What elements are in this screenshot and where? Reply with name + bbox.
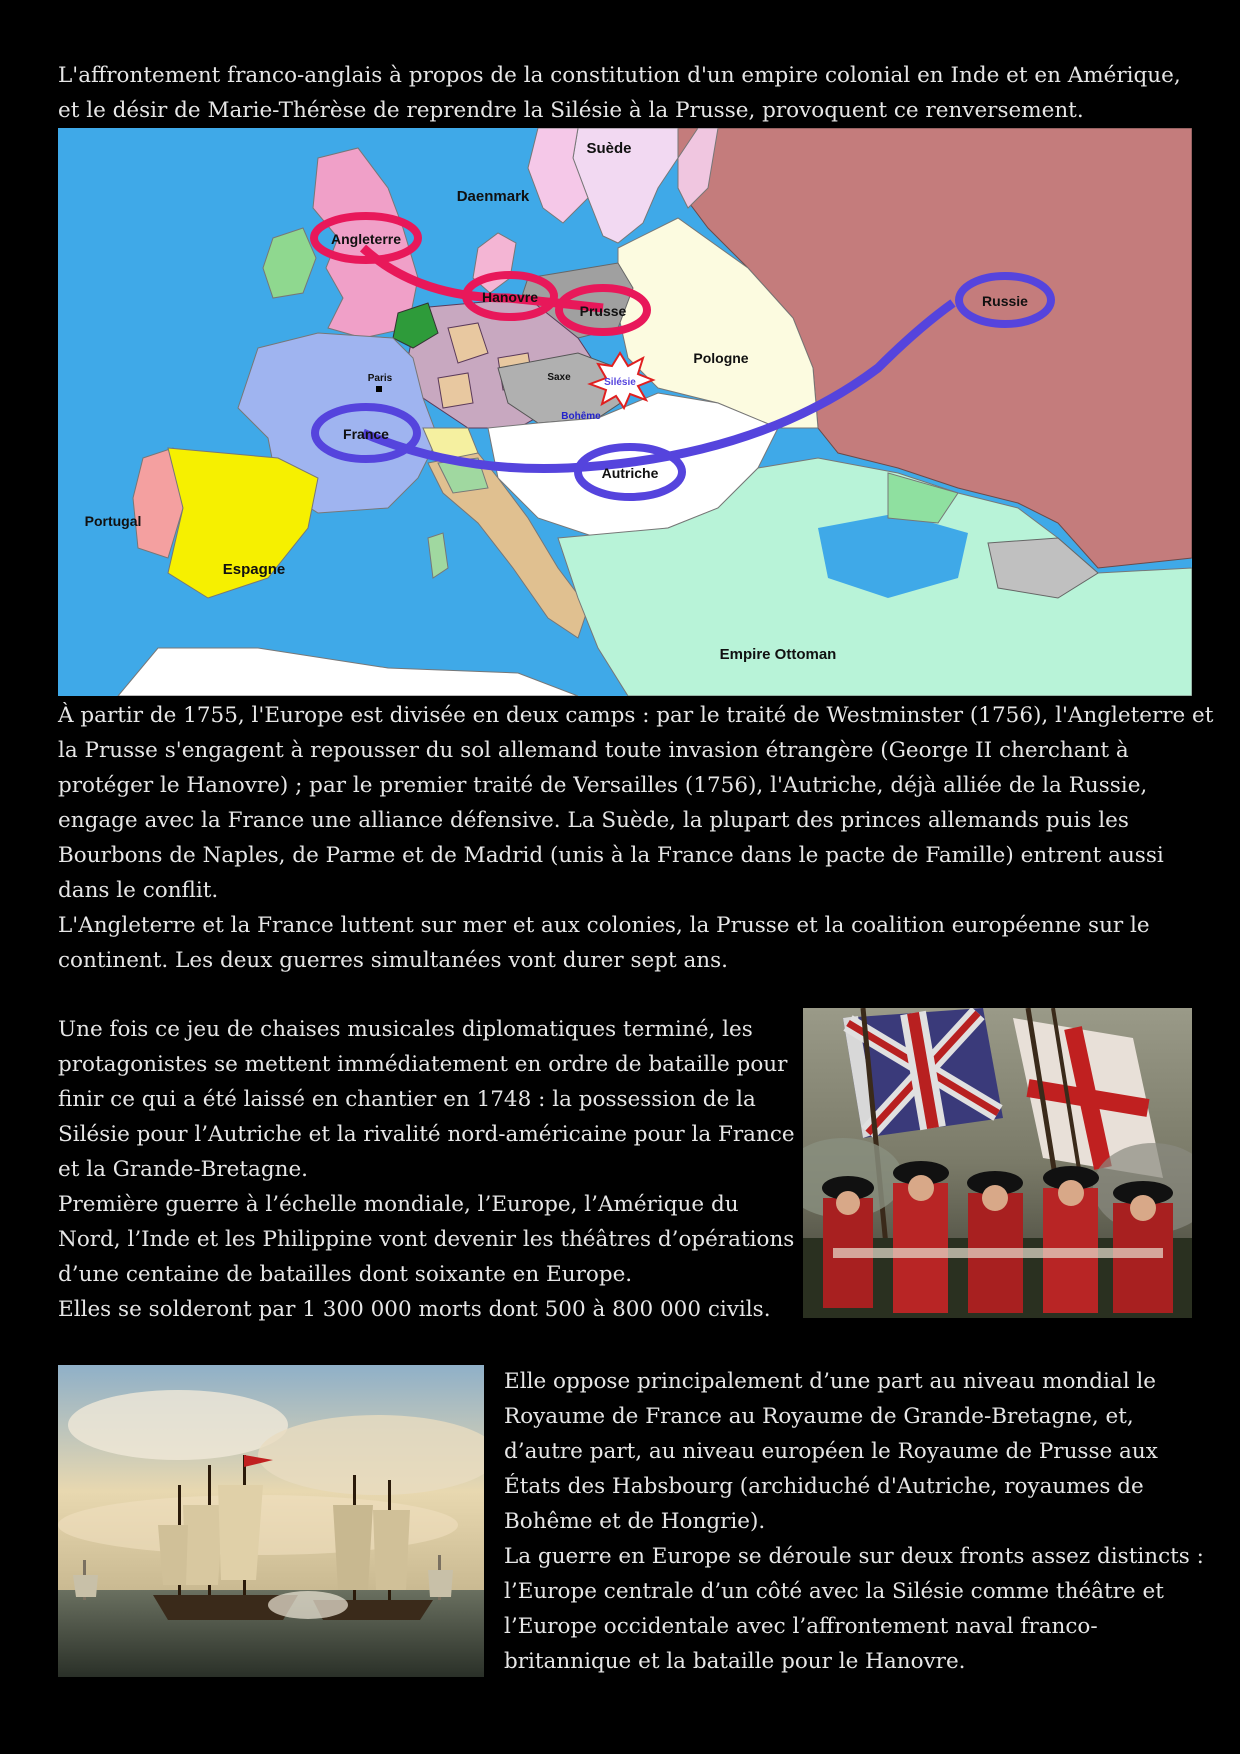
section2-line: Première guerre à l’échelle mondiale, l’Europe, l’Amérique du xyxy=(58,1192,739,1217)
map-label-espagne: Espagne xyxy=(222,561,286,578)
map-label-ottoman: Empire Ottoman xyxy=(719,646,837,663)
map-label-autriche: Autriche xyxy=(601,465,659,481)
map-label-danemark: Daenmark xyxy=(456,188,530,205)
section3-line: d’autre part, au niveau européen le Royaume de Prusse aux xyxy=(504,1439,1158,1464)
map-label-suede: Suède xyxy=(586,140,632,157)
section3-line: britannique et la bataille pour le Hanovre. xyxy=(504,1649,966,1674)
soldiers-painting xyxy=(803,1008,1192,1318)
main-paragraph xyxy=(58,698,1213,978)
main-line: la Prusse s'engagent à repousser du sol allemand toute invasion étrangère (George II cherchant à xyxy=(58,738,1129,763)
section3-line: Elle oppose principalement d’une part au niveau mondial le xyxy=(504,1369,1157,1394)
section3-line: États des Habsbourg (archiduché d'Autriche, royaumes de xyxy=(504,1474,1144,1499)
section2-line: d’une centaine de batailles dont soixante en Europe. xyxy=(58,1262,633,1287)
section3-paragraph xyxy=(504,1364,1204,1679)
intro-line: L'affrontement franco-anglais à propos de la constitution d'un empire colonial en Inde et en Amérique, xyxy=(58,63,1181,88)
section2-line: et la Grande-Bretagne. xyxy=(58,1157,309,1182)
map-label-paris: Paris xyxy=(367,373,393,384)
main-line: Bourbons de Naples, de Parme et de Madrid (unis à la France dans le pacte de Famille) entrent aussi xyxy=(58,843,1164,868)
map-label-hanovre: Hanovre xyxy=(481,289,539,305)
main-line: continent. Les deux guerres simultanées vont durer sept ans. xyxy=(58,948,729,973)
section2-line: Silésie pour l’Autriche et la rivalité nord-américaine pour la France xyxy=(58,1122,795,1147)
map-label-russie: Russie xyxy=(982,293,1028,309)
section2-line: finir ce qui a été laissé en chantier en 1748 : la possession de la xyxy=(58,1087,756,1112)
main-line: protéger le Hanovre) ; par le premier traité de Versailles (1756), l'Autriche, déjà alliée de la Russie, xyxy=(58,773,1148,798)
main-line: À partir de 1755, l'Europe est divisée en deux camps : par le traité de Westminster (1756), l'Angleterre et xyxy=(58,703,1214,728)
section2-line: Une fois ce jeu de chaises musicales diplomatiques terminé, les xyxy=(58,1017,753,1042)
paris-marker xyxy=(376,386,382,392)
main-line: L'Angleterre et la France luttent sur mer et aux colonies, la Prusse et la coalition européenne sur le xyxy=(58,913,1150,938)
section2-line: Nord, l’Inde et les Philippine vont devenir les théâtres d’opérations xyxy=(58,1227,795,1252)
section3-line: l’Europe occidentale avec l’affrontement naval franco- xyxy=(504,1614,1098,1639)
map-label-france: France xyxy=(343,426,389,442)
section3-line: La guerre en Europe se déroule sur deux fronts assez distincts : xyxy=(504,1544,1204,1569)
section3-line: Bohême et de Hongrie). xyxy=(504,1509,766,1534)
main-line: engage avec la France une alliance défensive. La Suède, la plupart des princes allemands puis les xyxy=(58,808,1129,833)
section2-line: Elles se solderont par 1 300 000 morts dont 500 à 800 000 civils. xyxy=(58,1297,771,1322)
main-line: dans le conflit. xyxy=(58,878,219,903)
section3-line: l’Europe centrale d’un côté avec la Silésie comme théâtre et xyxy=(504,1579,1164,1604)
map-label-saxe: Saxe xyxy=(547,372,571,383)
europe-alliance-map xyxy=(58,128,1192,696)
map-label-prusse: Prusse xyxy=(579,303,627,319)
intro-paragraph xyxy=(58,58,1181,128)
section2-line: protagonistes se mettent immédiatement en ordre de bataille pour xyxy=(58,1052,788,1077)
naval-battle-painting xyxy=(58,1365,484,1677)
section2-paragraph xyxy=(58,1012,795,1327)
section3-line: Royaume de France au Royaume de Grande-Bretagne, et, xyxy=(504,1404,1134,1429)
map-label-portugal: Portugal xyxy=(84,513,142,529)
map-label-silesie: Silésie xyxy=(604,377,636,388)
map-label-pologne: Pologne xyxy=(693,350,749,366)
map-label-angleterre: Angleterre xyxy=(330,231,402,247)
intro-line: et le désir de Marie-Thérèse de reprendre la Silésie à la Prusse, provoquent ce renversement. xyxy=(58,98,1084,123)
map-label-boheme: Bohême xyxy=(561,411,601,422)
